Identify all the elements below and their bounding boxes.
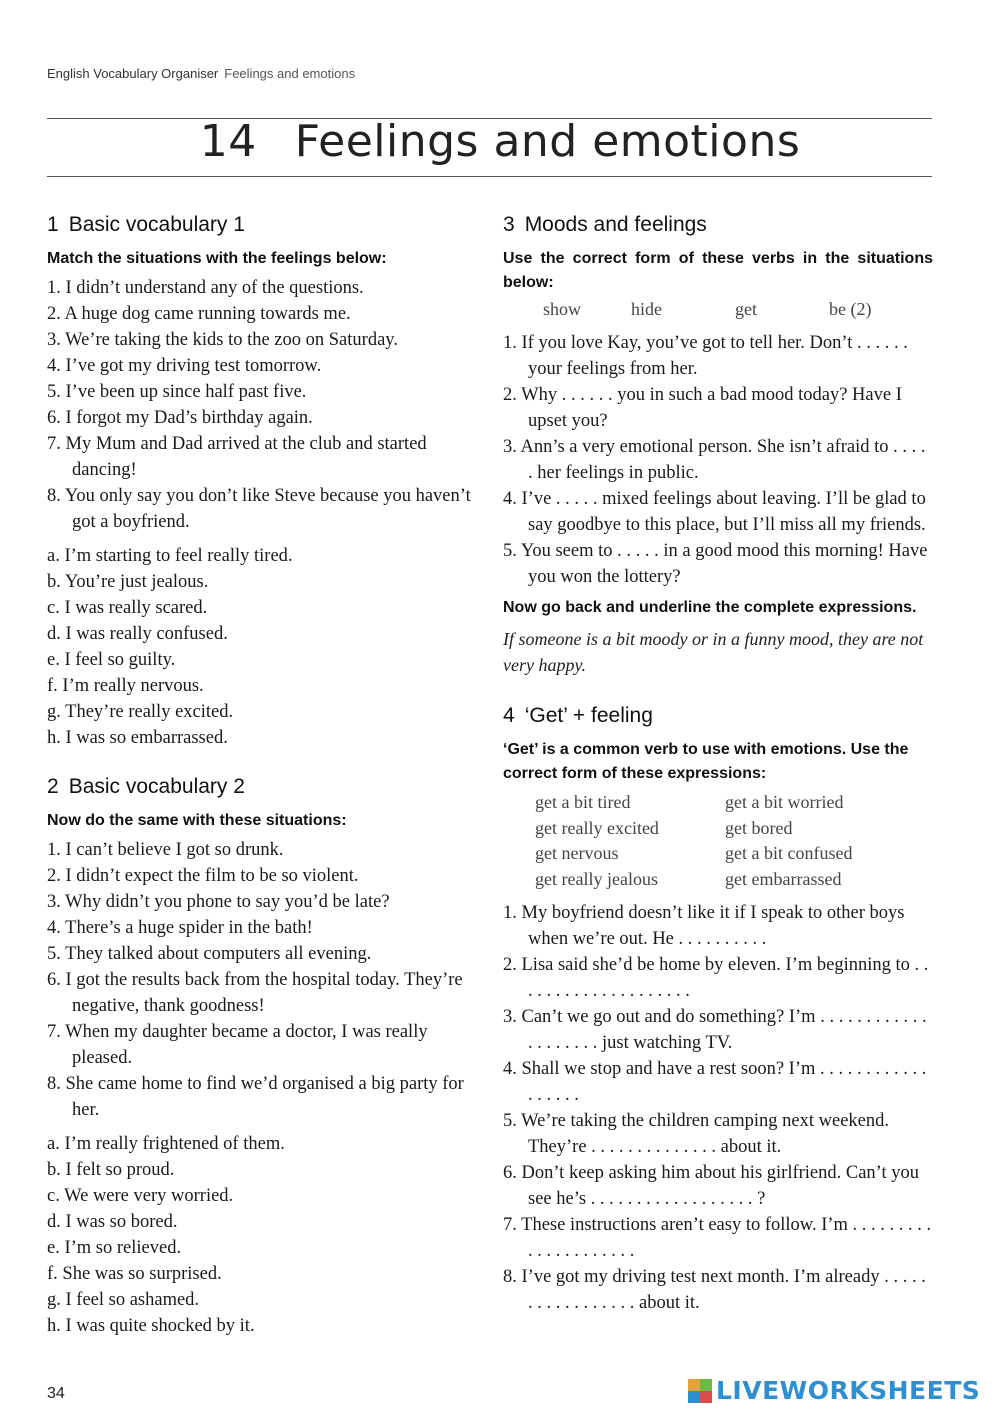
brand-logo[interactable]: [688, 1376, 980, 1405]
section-1-feelings: [47, 543, 482, 751]
section-3-instruction-2: Now go back and underline the complete expressions.: [503, 599, 917, 616]
list-item: b. I felt so proud.: [47, 1160, 175, 1180]
list-item: a. I’m really frightened of them.: [47, 1134, 285, 1154]
liveworksheets-icon: [688, 1379, 712, 1403]
running-header: [47, 66, 355, 81]
expression: get nervous: [535, 843, 619, 863]
section-3-note: If someone is a bit moody or in a funny mood, they are not very happy.: [503, 629, 924, 675]
section-2-title: 2 Basic vocabulary 2: [47, 775, 245, 798]
list-item: 3. Can’t we go out and do something? I’m . . . . . . . . . . . . . . . . . . . . just watching TV.: [503, 1007, 927, 1053]
expression: get a bit confused: [725, 843, 853, 863]
list-item: 4. There’s a huge spider in the bath!: [47, 918, 313, 938]
list-item: 4. I’ve . . . . . mixed feelings about leaving. I’ll be glad to say goodbye to this place, but I’ll miss all my friends.: [503, 489, 926, 535]
book-title: English Vocabulary Organiser: [47, 66, 219, 81]
list-item: f. She was so surprised.: [47, 1264, 222, 1284]
list-item: 2. I didn’t expect the film to be so violent.: [47, 866, 359, 886]
list-item: 7. When my daughter became a doctor, I was really pleased.: [47, 1022, 428, 1068]
section-4-title: 4 ‘Get’ + feeling: [503, 704, 653, 727]
page-number: 34: [47, 1385, 65, 1402]
list-item: 6. Don’t keep asking him about his girlfriend. Can’t you see he’s . . . . . . . . . . . . . . . . . . ?: [503, 1163, 920, 1209]
list-item: 3. We’re taking the kids to the zoo on Saturday.: [47, 330, 398, 350]
list-item: 8. I’ve got my driving test next month. I’m already . . . . . . . . . . . . . . . . . about it.: [503, 1267, 926, 1313]
verb: get: [735, 299, 757, 319]
list-item: 5. You seem to . . . . . in a good mood this morning! Have you won the lottery?: [503, 541, 928, 587]
list-item: h. I was quite shocked by it.: [47, 1316, 255, 1336]
expression: get embarrassed: [725, 868, 842, 889]
expression: get a bit tired: [535, 792, 631, 812]
list-item: 6. I forgot my Dad’s birthday again.: [47, 408, 313, 428]
expression-box: [535, 790, 933, 892]
list-item: c. We were very worried.: [47, 1186, 234, 1206]
section-4-instruction: ‘Get’ is a common verb to use with emotions. Use the correct form of these expressions:: [503, 741, 909, 782]
list-item: 7. These instructions aren’t easy to follow. I’m . . . . . . . . . . . . . . . . . . . . .: [503, 1215, 932, 1261]
right-column: [503, 213, 933, 1316]
expression: get a bit worried: [725, 792, 844, 812]
list-item: 6. I got the results back from the hospital today. They’re negative, thank goodness!: [47, 970, 463, 1016]
verb-box: [543, 299, 933, 320]
expression: get really jealous: [535, 868, 658, 889]
section-3-title: 3 Moods and feelings: [503, 213, 707, 236]
section-4-items: [503, 900, 933, 1316]
verb: hide: [631, 299, 662, 319]
list-item: d. I was really confused.: [47, 624, 228, 644]
chapter-title: [0, 116, 1000, 167]
bottom-rule: [47, 176, 932, 177]
list-item: g. They’re really excited.: [47, 702, 234, 722]
expression: get bored: [725, 817, 793, 838]
chapter-number: 14: [199, 116, 257, 167]
list-item: d. I was so bored.: [47, 1212, 178, 1232]
list-item: 1. I can’t believe I got so drunk.: [47, 840, 284, 860]
list-item: 1. If you love Kay, you’ve got to tell her. Don’t . . . . . . your feelings from her.: [503, 333, 908, 379]
verb: be (2): [829, 299, 872, 319]
list-item: 3. Why didn’t you phone to say you’d be late?: [47, 892, 390, 912]
list-item: 4. Shall we stop and have a rest soon? I’m . . . . . . . . . . . . . . . . . .: [503, 1059, 927, 1105]
section-2-situations: [47, 837, 482, 1123]
verb: show: [543, 299, 582, 319]
list-item: 1. My boyfriend doesn’t like it if I speak to other boys when we’re out. He . . . . . . . . . .: [503, 903, 905, 949]
list-item: 2. Why . . . . . . you in such a bad mood today? Have I upset you?: [503, 385, 902, 431]
list-item: e. I’m so relieved.: [47, 1238, 182, 1258]
list-item: 8. She came home to find we’d organised a big party for her.: [47, 1074, 464, 1120]
list-item: 3. Ann’s a very emotional person. She isn’t afraid to . . . . . her feelings in public.: [503, 437, 926, 483]
list-item: c. I was really scared.: [47, 598, 208, 618]
list-item: h. I was so embarrassed.: [47, 728, 228, 748]
chapter-name: Feelings and emotions: [294, 116, 801, 167]
section-3-instruction: Use the correct form of these verbs in the situations below:: [503, 250, 933, 291]
header-topic: Feelings and emotions: [224, 66, 356, 81]
list-item: 4. I’ve got my driving test tomorrow.: [47, 356, 322, 376]
section-2-feelings: [47, 1131, 482, 1339]
list-item: 7. My Mum and Dad arrived at the club and started dancing!: [47, 434, 427, 480]
list-item: f. I’m really nervous.: [47, 676, 204, 696]
section-1-title: 1 Basic vocabulary 1: [47, 213, 245, 236]
left-column: [47, 213, 482, 1339]
list-item: a. I’m starting to feel really tired.: [47, 546, 293, 566]
list-item: g. I feel so ashamed.: [47, 1290, 200, 1310]
list-item: 2. Lisa said she’d be home by eleven. I’m beginning to . . . . . . . . . . . . . . . . . . . .: [503, 955, 929, 1001]
section-1-situations: [47, 275, 482, 535]
list-item: b. You’re just jealous.: [47, 572, 209, 592]
section-3-items: [503, 330, 933, 590]
expression: get really excited: [535, 817, 659, 838]
section-2-instruction: Now do the same with these situations:: [47, 812, 347, 829]
brand-name: LIVEWORKSHEETS: [716, 1376, 981, 1405]
section-1-instruction: Match the situations with the feelings below:: [47, 250, 387, 267]
list-item: 5. I’ve been up since half past five.: [47, 382, 307, 402]
list-item: e. I feel so guilty.: [47, 650, 176, 670]
list-item: 5. They talked about computers all evening.: [47, 944, 372, 964]
list-item: 8. You only say you don’t like Steve because you haven’t got a boyfriend.: [47, 486, 471, 532]
list-item: 1. I didn’t understand any of the questions.: [47, 278, 364, 298]
list-item: 5. We’re taking the children camping next weekend. They’re . . . . . . . . . . . . . . about it.: [503, 1111, 890, 1157]
list-item: 2. A huge dog came running towards me.: [47, 304, 351, 324]
